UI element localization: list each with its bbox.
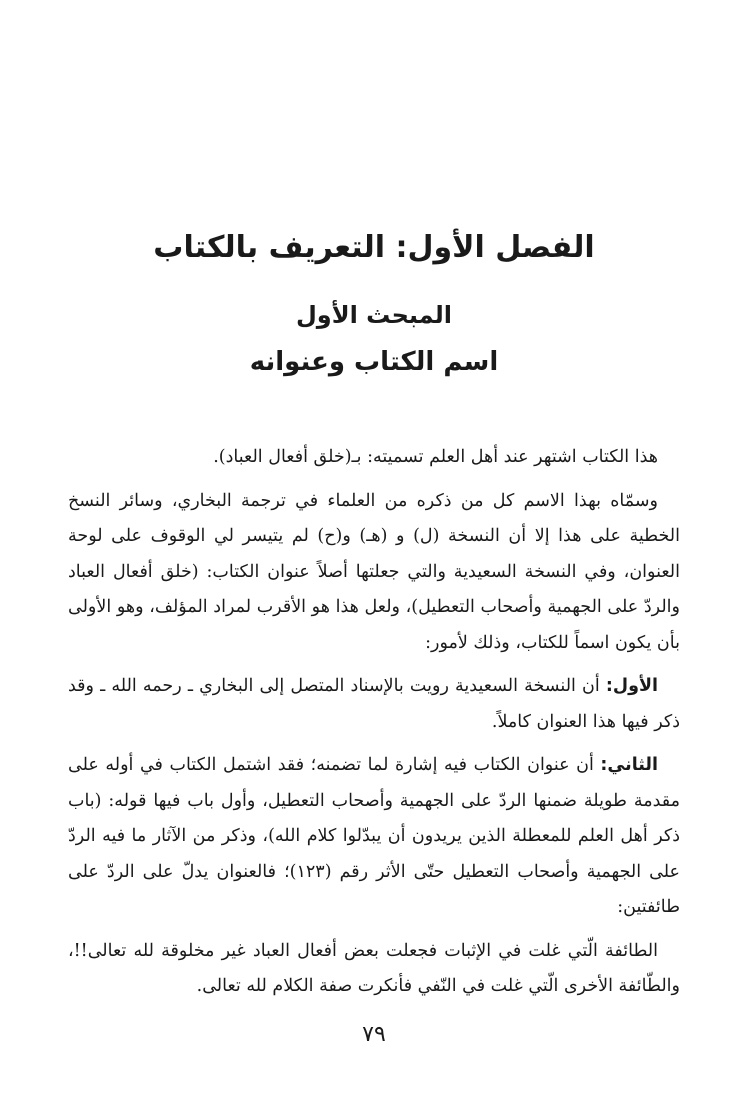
second-reason-text: أن عنوان الكتاب فيه إشارة لما تضمنه؛ فقد اشتمل الكتاب في أوله على مقدمة طويلة ضمنها الردّ على الجهمية وأصحاب التعطيل، وأول باب فيها قوله: (باب ذكر أهل العلم للمعطلة الذين يريدون أن يبدّلوا كلام الله)، وذكر من الآثار ما فيه الردّ على الجهمية وأصحاب التعطيل حتّى الأثر رقم (١٢٣)؛ فالعنوان يدلّ على الردّ على طائفتين: xyxy=(68,755,680,917)
second-reason-label: الثاني: xyxy=(600,755,658,775)
section-subtitle: اسم الكتاب وعنوانه xyxy=(249,347,499,377)
paragraph-naming: وسمّاه بهذا الاسم كل من ذكره من العلماء في ترجمة البخاري، وسائر النسخ الخطية على هذا إلا أن النسخة (ل) و (هـ) و(ح) لم يتيسر لي الوقوف على لوحة العنوان، وفي النسخة السعيدية والتي جعلتها أصلاً عنوان الكتاب: (خلق أفعال العباد والردّ على الجهمية وأصحاب التعطيل)، ولعل هذا هو الأقرب لمراد المؤلف، وهو الأولى بأن يكون اسماً للكتاب، وذلك لأمور: xyxy=(68,490,680,653)
paragraph-first-reason xyxy=(68,669,680,740)
page-number: ٧٩ xyxy=(362,1022,386,1047)
book-page xyxy=(68,0,680,1109)
first-reason-label: الأول: xyxy=(605,676,658,696)
paragraph-second-reason xyxy=(68,748,680,926)
first-reason-text: أن النسخة السعيدية رويت بالإسناد المتصل إلى البخاري ـ رحمه الله ـ وقد ذكر فيها هذا العنوان كاملاً. xyxy=(68,676,680,732)
body-text xyxy=(68,440,680,1013)
paragraph-intro: هذا الكتاب اشتهر عند أهل العلم تسميته: بـ(خلق أفعال العباد). xyxy=(213,447,658,467)
paragraph-two-groups: الطائفة الّتي غلت في الإثبات فجعلت بعض أفعال العباد غير مخلوقة لله تعالى!!، والطّائفة الأخرى الّتي غلت في النّفي فأنكرت صفة الكلام لله تعالى. xyxy=(68,940,680,996)
chapter-title: الفصل الأول: التعريف بالكتاب xyxy=(153,230,595,265)
section-title: المبحث الأول xyxy=(295,301,453,329)
